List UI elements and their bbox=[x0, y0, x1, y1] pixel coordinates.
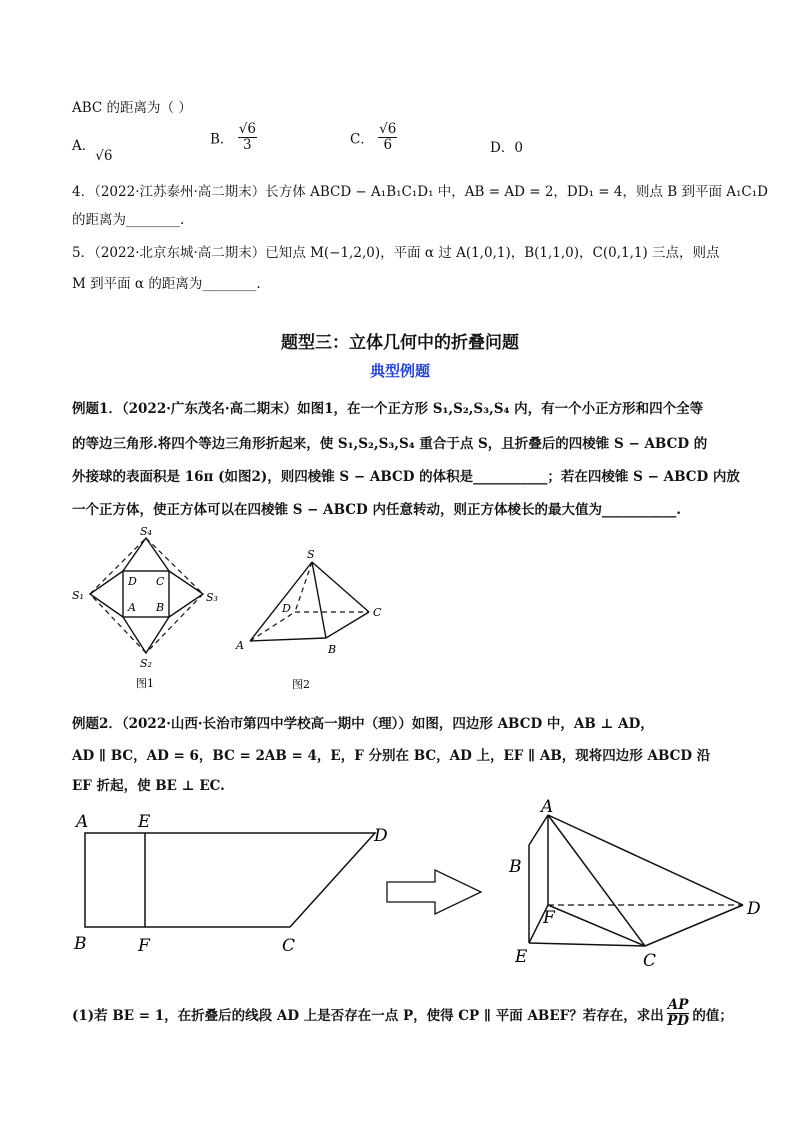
fig3-label-d: D bbox=[374, 826, 388, 846]
fig3-label-f: F bbox=[138, 936, 150, 956]
triangle-left bbox=[90, 571, 123, 617]
fig3-label-b: B bbox=[74, 934, 87, 954]
outer-square-dashed bbox=[90, 538, 203, 653]
figure-4-folded-solid bbox=[505, 798, 775, 978]
fig4-label-f: F bbox=[543, 908, 555, 928]
fig1-label-s4: S₄ bbox=[140, 525, 152, 538]
fig2-label-a: A bbox=[236, 639, 244, 652]
fig1-label-c: C bbox=[156, 575, 165, 588]
q3-option-c-label: C． bbox=[350, 131, 374, 148]
q3-option-c-fraction bbox=[378, 122, 397, 153]
q3-option-d-label: D． bbox=[490, 140, 515, 156]
q3-option-a-label: A． bbox=[72, 138, 96, 154]
ex1-line1: 例题1．（2022·广东茂名·高二期末）如图1，在一个正方形 S₁,S₂,S₃,S₄ 内，有一个小正方形和四个全等 bbox=[72, 401, 704, 417]
edge-ec bbox=[529, 943, 645, 946]
q3-option-a bbox=[72, 134, 113, 164]
q5-line2: M 到平面 α 的距离为________. bbox=[72, 276, 261, 292]
ex2-part1-fraction bbox=[667, 998, 690, 1029]
edge-bc bbox=[326, 612, 369, 638]
ex2-line1: 例题2．（2022·山西·长治市第四中学校高一期中（理））如图，四边形 ABCD 中，AB ⊥ AD， bbox=[72, 716, 654, 732]
fig1-caption: 图1 bbox=[136, 677, 154, 690]
fig3-label-a: A bbox=[76, 812, 89, 832]
q3-option-d-value: 0 bbox=[514, 140, 523, 156]
ex2-part1-numerator: AP bbox=[667, 997, 689, 1013]
fig1-label-s3: S₃ bbox=[206, 591, 218, 604]
q3-option-b-numerator: √6 bbox=[238, 121, 256, 137]
q3-option-b bbox=[210, 122, 257, 153]
fig2-label-b: B bbox=[328, 643, 337, 656]
ex1-line2: 的等边三角形.将四个等边三角形折起来，使 S₁,S₂,S₃,S₄ 重合于点 S，且折叠后的四棱锥 S − ABCD 的 bbox=[72, 436, 708, 452]
fig1-label-d: D bbox=[128, 575, 137, 588]
fig1-label-b: B bbox=[156, 601, 165, 614]
edge-ad bbox=[548, 815, 743, 905]
edge-ab bbox=[250, 638, 326, 641]
fig2-label-s: S bbox=[307, 548, 315, 561]
edge-ad-hidden bbox=[250, 612, 295, 641]
ex2-part1 bbox=[72, 998, 733, 1029]
q3-option-c-numerator: √6 bbox=[379, 121, 397, 137]
q3-option-c bbox=[350, 122, 397, 153]
edge-ac bbox=[548, 815, 645, 946]
fig2-label-c: C bbox=[373, 606, 382, 619]
fig4-label-e: E bbox=[515, 947, 528, 967]
q5-line1: 5．（2022·北京东城·高二期末）已知点 M(−1,2,0)，平面 α 过 A(1,0,1)，B(1,1,0)，C(0,1,1) 三点，则点 bbox=[72, 245, 720, 261]
q3-option-d bbox=[490, 136, 523, 156]
edge-cd bbox=[645, 905, 743, 946]
q3-option-b-fraction bbox=[238, 122, 257, 153]
fig3-label-c: C bbox=[282, 936, 296, 956]
figure-2-pyramid bbox=[230, 545, 390, 695]
edge-sd-hidden bbox=[295, 562, 312, 612]
figure-1-diagram bbox=[70, 525, 230, 695]
q4-line2: 的距离为________. bbox=[72, 212, 185, 228]
ex2-line2: AD ∥ BC，AD = 6，BC = 2AB = 4，E，F 分别在 BC，AD 上，EF ∥ AB，现将四边形 ABCD 沿 bbox=[72, 748, 711, 764]
edge-sc bbox=[312, 562, 369, 612]
q3-option-b-label: B． bbox=[210, 131, 234, 148]
fig4-label-d: D bbox=[747, 899, 761, 919]
section-title: 题型三：立体几何中的折叠问题 bbox=[281, 333, 519, 353]
edge-ab bbox=[529, 815, 548, 845]
q3-option-b-denominator: 3 bbox=[243, 137, 252, 153]
fig1-label-s1: S₁ bbox=[72, 589, 84, 602]
quadrilateral-abcd bbox=[85, 833, 375, 927]
fold-arrow-icon bbox=[385, 868, 485, 918]
triangle-bottom bbox=[123, 617, 169, 653]
fig1-label-s2: S₂ bbox=[140, 657, 152, 670]
fig4-label-c: C bbox=[643, 951, 657, 971]
ex1-line3: 外接球的表面积是 16π (如图2)，则四棱锥 S − ABCD 的体积是___________；若在四棱锥 S − ABCD 内放 bbox=[72, 469, 740, 485]
fig2-label-d: D bbox=[282, 602, 291, 615]
fig1-label-a: A bbox=[128, 601, 136, 614]
ex2-line3: EF 折起，使 BE ⊥ EC. bbox=[72, 778, 225, 794]
q4-line1: 4．（2022·江苏泰州·高二期末）长方体 ABCD − A₁B₁C₁D₁ 中，AB = AD = 2，DD₁ = 4，则点 B 到平面 A₁C₁D bbox=[72, 184, 768, 200]
q3-option-a-value: √6 bbox=[95, 148, 113, 164]
ex2-part1-suffix: 的值； bbox=[692, 1007, 733, 1024]
section-subtitle: 典型例题 bbox=[369, 362, 430, 380]
fig4-label-a: A bbox=[541, 798, 554, 817]
q3-tail-text: ABC 的距离为（ ） bbox=[72, 100, 192, 116]
ex2-part1-prefix: (1)若 BE = 1，在折叠后的线段 AD 上是否存在一点 P，使得 CP ∥ 平面 ABEF？若存在，求出 bbox=[72, 1007, 664, 1024]
q3-option-c-denominator: 6 bbox=[383, 137, 393, 153]
edge-sb bbox=[312, 562, 326, 638]
fig2-caption: 图2 bbox=[292, 678, 310, 691]
ex1-line4: 一个正方体，使正方体可以在四棱锥 S − ABCD 内任意转动，则正方体棱长的最大值为___________. bbox=[72, 502, 681, 518]
fig3-label-e: E bbox=[138, 812, 151, 832]
ex2-part1-denominator: PD bbox=[667, 1013, 689, 1029]
fig4-label-b: B bbox=[509, 857, 522, 877]
edge-sa bbox=[250, 562, 312, 641]
figure-3-quadrilateral bbox=[70, 805, 400, 965]
